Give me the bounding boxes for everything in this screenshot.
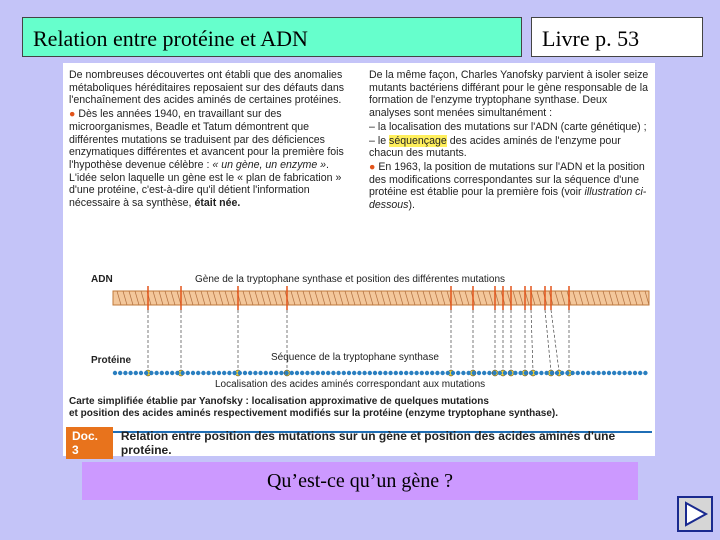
amino-acid-bead — [394, 371, 398, 375]
amino-acid-bead — [461, 371, 465, 375]
amino-acid-bead — [628, 371, 632, 375]
amino-acid-bead — [144, 371, 148, 375]
question-box: Qu’est-ce qu’un gène ? — [82, 462, 638, 500]
amino-acid-bead — [170, 371, 174, 375]
amino-acid-bead — [305, 371, 309, 375]
amino-acid-bead — [622, 371, 626, 375]
amino-acid-bead — [310, 371, 314, 375]
amino-acid-bead — [175, 371, 179, 375]
amino-acid-bead — [243, 371, 247, 375]
amino-acid-bead — [180, 371, 184, 375]
amino-acid-bead — [326, 371, 330, 375]
amino-acid-bead — [300, 371, 304, 375]
amino-acid-bead — [373, 371, 377, 375]
amino-acid-bead — [420, 371, 424, 375]
highlighted-term: séquençage — [389, 134, 447, 147]
amino-acid-bead — [482, 371, 486, 375]
amino-acid-bead — [498, 371, 502, 375]
amino-acid-bead — [383, 371, 387, 375]
amino-acid-bead — [264, 371, 268, 375]
mutation-link-line — [551, 310, 559, 371]
amino-acid-bead — [513, 371, 517, 375]
diagram-caption: Carte simplifiée établie par Yanofsky : localisation approximative de quelques mutations et position des acides aminés respectivement modifiés sur la protéine (enzyme tryptophane synthase). — [69, 396, 559, 419]
amino-acid-bead — [617, 371, 621, 375]
amino-acid-bead — [414, 371, 418, 375]
amino-acid-bead — [290, 371, 294, 375]
amino-acid-bead — [576, 371, 580, 375]
amino-acid-bead — [560, 371, 564, 375]
amino-acid-bead — [128, 371, 132, 375]
amino-acid-bead — [539, 371, 543, 375]
amino-acid-bead — [565, 371, 569, 375]
amino-acid-bead — [378, 371, 382, 375]
amino-acid-bead — [368, 371, 372, 375]
amino-acid-bead — [362, 371, 366, 375]
protein-beads — [113, 371, 648, 375]
amino-acid-bead — [456, 371, 460, 375]
amino-acid-bead — [248, 371, 252, 375]
amino-acid-bead — [451, 371, 455, 375]
amino-acid-bead — [113, 371, 117, 375]
amino-acid-bead — [118, 371, 122, 375]
amino-acid-bead — [607, 371, 611, 375]
gene-label: Gène de la tryptophane synthase et position des différentes mutations — [195, 274, 506, 285]
textbook-document — [63, 63, 655, 456]
amino-acid-bead — [331, 371, 335, 375]
amino-acid-bead — [217, 371, 221, 375]
right-paragraph-1: De la même façon, Charles Yanofsky parvient à isoler seize mutants bactériens différant pour le gène responsable de la formation de l'enzyme tryptophane synthase. Deux analyses sont menées simultanément : — [369, 69, 649, 120]
amino-acid-bead — [440, 371, 444, 375]
amino-acid-bead — [612, 371, 616, 375]
sequence-label: Séquence de la tryptophane synthase — [271, 352, 439, 363]
amino-acid-bead — [238, 371, 242, 375]
amino-acid-bead — [269, 371, 273, 375]
amino-acid-bead — [409, 371, 413, 375]
amino-acid-bead — [524, 371, 528, 375]
amino-acid-bead — [544, 371, 548, 375]
right-text-column — [369, 69, 651, 213]
amino-acid-bead — [342, 371, 346, 375]
amino-acid-bead — [570, 371, 574, 375]
amino-acid-bead — [388, 371, 392, 375]
amino-acid-bead — [508, 371, 512, 375]
amino-acid-bead — [206, 371, 210, 375]
amino-acid-bead — [466, 371, 470, 375]
amino-acid-bead — [253, 371, 257, 375]
amino-acid-bead — [222, 371, 226, 375]
amino-acid-bead — [295, 371, 299, 375]
amino-acid-bead — [134, 371, 138, 375]
amino-acid-bead — [321, 371, 325, 375]
amino-acid-bead — [399, 371, 403, 375]
amino-acid-bead — [435, 371, 439, 375]
bullet-icon: ● — [369, 160, 376, 173]
amino-acid-bead — [404, 371, 408, 375]
amino-acid-bead — [160, 371, 164, 375]
left-paragraph-1: De nombreuses découvertes ont établi que des anomalies métaboliques héréditaires reposaient sur des défauts dans l'enchaînement des acides aminés de certaines protéines. — [69, 69, 345, 107]
amino-acid-bead — [446, 371, 450, 375]
amino-acid-bead — [430, 371, 434, 375]
amino-acid-bead — [638, 371, 642, 375]
amino-acid-bead — [336, 371, 340, 375]
amino-acid-bead — [586, 371, 590, 375]
amino-acid-bead — [279, 371, 283, 375]
amino-acid-bead — [643, 371, 647, 375]
mutation-link-line — [545, 310, 551, 371]
amino-acid-bead — [633, 371, 637, 375]
adn-label: ADN — [91, 274, 113, 285]
amino-acid-bead — [191, 371, 195, 375]
right-item-1: – la localisation des mutations sur l'ADN (carte génétique) ; — [369, 120, 647, 133]
amino-acid-bead — [529, 371, 533, 375]
amino-acid-bead — [186, 371, 190, 375]
amino-acid-bead — [602, 371, 606, 375]
amino-acid-bead — [154, 371, 158, 375]
left-text-column — [69, 69, 351, 211]
amino-acid-bead — [534, 371, 538, 375]
amino-acid-bead — [472, 371, 476, 375]
amino-acid-bead — [196, 371, 200, 375]
amino-acid-bead — [581, 371, 585, 375]
amino-acid-bead — [316, 371, 320, 375]
diagram-graphic — [63, 266, 655, 396]
amino-acid-bead — [596, 371, 600, 375]
slide-title: Relation entre protéine et ADN — [22, 17, 522, 57]
amino-acid-bead — [347, 371, 351, 375]
amino-acid-bead — [357, 371, 361, 375]
amino-acid-bead — [503, 371, 507, 375]
amino-acid-bead — [212, 371, 216, 375]
amino-acid-bead — [274, 371, 278, 375]
left-paragraph-2: ● Dès les années 1940, en travaillant sur des microorganismes, Beadle et Tatum démontrent que différentes mutations se traduisent par des déficiences enzymatiques différentes et avancent pour la première fois l'hypothèse devenue célèbre : « un gène, un enzyme ». L'idée selon laquelle un gène est le « plan de fabrication » d'une protéine, c'est-à-dire qu'il détient l'information nécessaire à sa synthèse, était née. — [69, 108, 344, 210]
document-title-bar — [66, 429, 652, 457]
mutation-link-line — [531, 310, 533, 371]
amino-acid-bead — [139, 371, 143, 375]
protein-label: Protéine — [91, 355, 132, 366]
amino-acid-bead — [591, 371, 595, 375]
bullet-icon: ● — [69, 108, 76, 121]
doc-caption: Relation entre position des mutations sur un gène et position des acides aminés d'une protéine. — [120, 429, 616, 457]
book-reference: Livre p. 53 — [531, 17, 703, 57]
amino-acid-bead — [352, 371, 356, 375]
amino-acid-bead — [555, 371, 559, 375]
amino-acid-bead — [477, 371, 481, 375]
amino-acid-bead — [492, 371, 496, 375]
amino-acid-bead — [518, 371, 522, 375]
amino-acid-bead — [201, 371, 205, 375]
amino-acid-bead — [258, 371, 262, 375]
amino-acid-bead — [284, 371, 288, 375]
amino-acid-bead — [232, 371, 236, 375]
amino-acid-label: Localisation des acides aminés correspondant aux mutations — [215, 379, 486, 390]
amino-acid-bead — [550, 371, 554, 375]
amino-acid-bead — [149, 371, 153, 375]
amino-acid-bead — [123, 371, 127, 375]
play-triangle-icon — [681, 500, 709, 528]
right-paragraph-2: ● En 1963, la position de mutations sur l'ADN et la position des modifications correspondantes sur la séquence d'une protéine est établie pour la première fois (voir illustration ci-dessous). — [369, 160, 647, 212]
right-item-2: – le séquençage des acides aminés de l'enzyme pour chacun des mutants. — [369, 134, 621, 160]
amino-acid-bead — [425, 371, 429, 375]
doc-tag: Doc. 3 — [66, 427, 113, 459]
next-slide-button[interactable] — [677, 496, 713, 532]
amino-acid-bead — [165, 371, 169, 375]
amino-acid-bead — [487, 371, 491, 375]
amino-acid-bead — [227, 371, 231, 375]
